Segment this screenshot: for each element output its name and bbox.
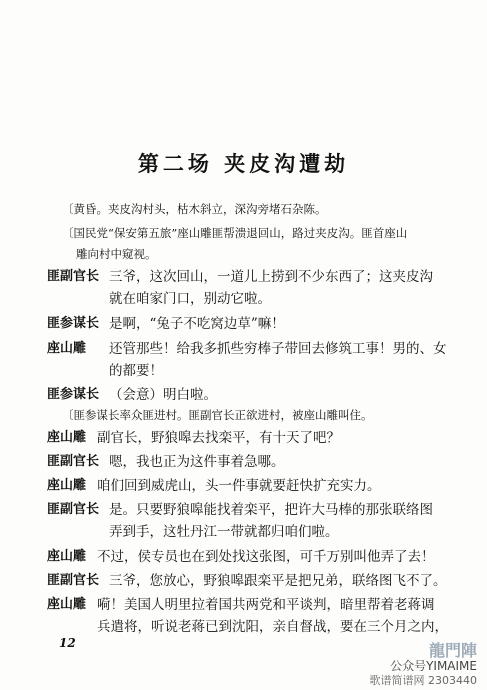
- dialogue-text: 弄到手，这牡丹江一带就都归咱们啦。: [109, 524, 339, 540]
- speaker-label: 座山雕: [47, 549, 87, 564]
- speaker-label: 匪副官长: [47, 454, 100, 469]
- dialogue-text: 三爷，您放心，野狼嗥跟栾平是把兄弟，联络图飞不了。: [109, 573, 447, 589]
- dialogue-text: 还管那些！给我多抓些穷棒子带回去修筑工事！男的、女: [109, 341, 447, 357]
- speaker-label: 座山雕: [47, 478, 87, 493]
- speaker-label: 匪参谋长: [47, 316, 100, 331]
- dialogue-text: 副官长，野狼嗥去找栾平，有十天了吧？: [97, 430, 340, 446]
- dialogue-text: 就在咱家门口，别动它啦。: [109, 291, 271, 307]
- watermark-brand: 龍門陣: [428, 641, 477, 660]
- dialogue-text: 是。只要野狼嗥能找着栾平，把许大马棒的那张联络图: [109, 502, 433, 518]
- speaker-label: 座山雕: [47, 430, 87, 445]
- stage-direction: 〔国民党“保安第五旅”座山雕匪帮溃退回山，路过夹皮沟。匪首座山: [62, 226, 408, 240]
- speaker-label: 匪副官长: [47, 573, 100, 588]
- scene-title: 第二场 夹皮沟遭劫: [137, 152, 350, 176]
- dialogue-text: 嗬！美国人明里拉着国共两党和平谈判，暗里帮着老蒋调: [97, 597, 435, 613]
- page-number: 12: [59, 636, 76, 650]
- dialogue-text: 咱们回到威虎山，头一件事就要赶快扩充实力。: [97, 478, 381, 494]
- dialogue-text: 兵遣将，听说老蒋已到沈阳，亲自督战，要在三个月之内，: [97, 619, 448, 635]
- stage-direction: 〔黄昏。夹皮沟村头，枯木斜立，深沟旁堵石杂陈。: [62, 202, 327, 216]
- dialogue-text: 三爷，这次回山，一道儿上捞到不少东西了；这夹皮沟: [109, 269, 433, 285]
- speaker-label: 匪参谋长: [47, 387, 100, 402]
- dialogue-text: 是啊，“兔子不吃窝边草”嘛！: [109, 316, 285, 332]
- watermark-site: 歌谱简谱网 2303440: [369, 674, 477, 687]
- dialogue-text: 嗯，我也正为这件事着急哪。: [109, 454, 285, 470]
- dialogue-text: （会意）明白啦。: [109, 387, 217, 403]
- speaker-label: 座山雕: [47, 341, 87, 356]
- dialogue-text: 的都要！: [109, 363, 163, 379]
- speaker-label: 座山雕: [47, 597, 87, 612]
- speaker-label: 匪副官长: [47, 502, 100, 517]
- stage-direction: 雕向村中窥视。: [76, 247, 157, 261]
- watermark-wechat: 公众号YIMAIME: [390, 659, 477, 673]
- dialogue-block: [47, 0, 477, 690]
- speaker-label: 匪副官长: [47, 269, 100, 284]
- stage-direction: 〔匪参谋长率众匪进村。匪副官长正欲进村，被座山雕叫住。: [62, 408, 373, 422]
- dialogue-text: 不过，侯专员也在到处找这张图，可千万别叫他弄了去！: [97, 549, 435, 565]
